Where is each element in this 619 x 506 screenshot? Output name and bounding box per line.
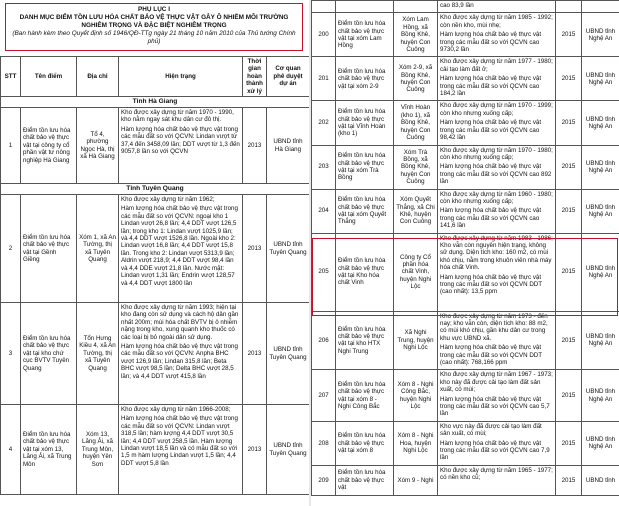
status-paragraph: Hàm lượng hóa chất bảo vệ thực vật trong các mẫu đất so với QCVN cao 5,7 lần bbox=[440, 395, 550, 418]
left-page bbox=[0, 0, 309, 506]
site-status bbox=[438, 421, 556, 465]
approving-agency: UBND tỉnh Nghệ An bbox=[582, 233, 619, 311]
completion-year: 2015 bbox=[556, 421, 582, 465]
status-paragraph: Kho được xây dựng từ năm 1970 - 1999; còn kho nhưng xuống cấp; bbox=[440, 102, 553, 117]
completion-year: 2013 bbox=[243, 405, 267, 495]
site-address: Xóm 9 - Nghi bbox=[394, 465, 438, 495]
site-address: Xóm 13, Lăng Ải, xã Trung Môn, huyện Yên Sơn bbox=[77, 405, 119, 495]
right-page bbox=[311, 0, 619, 506]
col-header-time: Thời gian hoàn thành xử lý bbox=[243, 57, 267, 97]
site-status bbox=[119, 405, 243, 495]
site-number: 201 bbox=[312, 57, 336, 101]
site-address: Xóm Trà Bồng, xã Bồng Khê, huyện Con Cuông bbox=[394, 145, 438, 189]
completion-year: 2015 bbox=[556, 57, 582, 101]
table-row bbox=[312, 13, 619, 57]
approving-agency: UBND tỉnh Nghệ An bbox=[582, 189, 619, 233]
status-paragraph: Kho được xây dựng từ năm 1967 - 1973; kho này đã được cải tạo làm đất sản xuất, có mùi; bbox=[440, 371, 553, 394]
site-name: Điểm tồn lưu hóa chất bảo vệ thực vật tại kho chứ cục BVTV Tuyên Quang bbox=[21, 303, 77, 405]
site-status bbox=[438, 233, 556, 311]
site-number: 3 bbox=[1, 303, 21, 405]
appendix-label: PHỤ LỤC I bbox=[138, 6, 170, 13]
status-paragraph: cao 83,9 lần bbox=[440, 2, 474, 9]
site-address: Xóm Quyết Thắng, xã Chi Khê, huyện Con Cuông bbox=[394, 189, 438, 233]
status-paragraph: Kho được xây dựng từ năm 1962; bbox=[121, 196, 215, 204]
site-name: Điểm tồn lưu hóa chất bảo vệ thực vật tại xóm 8 bbox=[336, 421, 394, 465]
province-row bbox=[1, 184, 310, 195]
table-row bbox=[1, 108, 310, 184]
left-table-body bbox=[1, 97, 310, 495]
province-name: Tỉnh Hà Giang bbox=[1, 97, 310, 108]
status-paragraph: Kho được xây dựng từ năm 1977 - 1980; cải tạo làm đất ở; bbox=[440, 58, 553, 73]
completion-year bbox=[556, 1, 582, 13]
status-paragraph: Hàm lượng hóa chất bảo vệ thực vật trong các mẫu đất so với QCVN cao 141,6 lần bbox=[440, 207, 542, 230]
site-number: 200 bbox=[312, 13, 336, 57]
col-header-agency: Cơ quan phê duyệt dự án bbox=[267, 57, 310, 97]
status-paragraph: Hàm lượng hóa chất bảo vệ thực vật trong các mẫu đất so với QCVN cao 184,2 lần bbox=[440, 75, 542, 98]
site-name: Điểm tồn lưu hóa chất bảo vệ thực vật tại xóm Trà Bồng bbox=[336, 145, 394, 189]
status-paragraph: Kho được xây dựng từ năm 1973 - đến nay; kho vẫn còn, diện tích kho: 88 m2, có mùi khó chịu, gần khu dân cư trong khu vực UBND xã. bbox=[440, 312, 548, 342]
status-paragraph: Kho được xây dựng từ năm 1960 - 1980; còn kho nhưng xuống cấp; bbox=[440, 190, 553, 205]
site-name: Điểm tồn lưu hóa chất bảo vệ thực vật tại Gềnh Giềng bbox=[21, 195, 77, 303]
status-paragraph: Kho được xây dựng từ năm 1985 - 1992; còn nền kho, mùi nhẹ; bbox=[440, 14, 553, 29]
site-address: Xóm Lam Hồng, xã Bồng Khê, huyện Con Cuông bbox=[394, 13, 438, 57]
site-address: Xóm 2-9, xã Bồng Khê, huyện Con Cuông bbox=[394, 57, 438, 101]
table-row bbox=[312, 370, 619, 421]
site-status bbox=[438, 465, 556, 495]
table-row bbox=[312, 311, 619, 370]
completion-year: 2015 bbox=[556, 145, 582, 189]
approving-agency: UBND tỉnh Nghệ An bbox=[582, 311, 619, 370]
site-name: Điểm tồn lưu hóa chất bảo vệ thực vật tại kho HTX Nghi Trung bbox=[336, 311, 394, 370]
status-paragraph: Hàm lượng hóa chất bảo vệ thực vật trong các mẫu đất so với QCVN cao 98,42 lần bbox=[440, 119, 542, 142]
site-number: 1 bbox=[1, 108, 21, 184]
site-number: 208 bbox=[312, 421, 336, 465]
approving-agency: UBND tỉnh Nghệ An bbox=[582, 421, 619, 465]
appendix-header bbox=[5, 3, 303, 51]
left-sites-table bbox=[0, 56, 309, 495]
site-name: Điểm tồn lưu hóa chất bảo vệ thực vật tại xóm Lam Hồng bbox=[336, 13, 394, 57]
site-number: 207 bbox=[312, 370, 336, 421]
status-paragraph: Hàm lượng hóa chất bảo vệ thực vật trong các mẫu đất so với QCVN DDT (cao nhất): 13,5 ppm bbox=[440, 273, 542, 296]
province-name: Tỉnh Tuyên Quang bbox=[1, 184, 310, 195]
site-address bbox=[394, 1, 438, 13]
col-header-status: Hiện trạng bbox=[119, 57, 243, 97]
completion-year: 2015 bbox=[556, 101, 582, 145]
site-address: Vĩnh Hoàn (kho 1), xã Bồng Khê, huyện Con Cuông bbox=[394, 101, 438, 145]
site-name: Điểm tồn lưu hóa chất bảo vệ thực vật bbox=[336, 465, 394, 495]
approving-agency: UBND tỉnh Nghệ An bbox=[582, 101, 619, 145]
site-name: Điểm tồn lưu hóa chất bảo vệ thực vật tại xóm Quyết Thắng bbox=[336, 189, 394, 233]
status-paragraph: Kho được xây dựng từ năm 1993; hiện tại kho đang còn sử dụng và cách hộ dân gần nhất 200m; mùi hóa chất BVTV bị ô nhiễm nặng trong kho, xung quanh kho thuốc có các loại bị bỏ ngoài dân sử dụng. bbox=[121, 304, 239, 341]
status-paragraph: Hàm lượng hóa chất bảo vệ thực vật trong các mẫu đất so với QCVN cao 7,9 lần bbox=[440, 439, 550, 462]
status-paragraph: Hàm lượng hóa chất bảo vệ thực vật trong các mẫu đất so với QCVN: Lindan vượt 318,5 lần; hàm lượng 4,4 DDT vượt 30,5 lần; 4,4 DDT vượt 258,5 lần. Hàm lượng Lindan vượt 18,5 lần và có mẫu đất so với 1,5 m hàm lượng Lindan vượt 1,5 lần; 4,4 DDT vượt 5,8 lần bbox=[121, 415, 238, 467]
col-header-name: Tên điểm bbox=[21, 57, 77, 97]
site-address: Tổ 4, phường Ngọc Hà, thị xã Hà Giang bbox=[77, 108, 119, 184]
col-header-stt: STT bbox=[1, 57, 21, 97]
approving-agency bbox=[582, 1, 619, 13]
status-paragraph: Hàm lượng hóa chất bảo vệ thực vật trong các mẫu đất so với QCVN cao 9730,2 lần bbox=[440, 31, 542, 54]
site-name: Điểm tồn lưu hóa chất bảo vệ thực vật tại Vĩnh Hoàn (kho 1) bbox=[336, 101, 394, 145]
site-number: 205 bbox=[312, 233, 336, 311]
site-address: Xóm 1, xã An Tường, thị xã Tuyên Quang bbox=[77, 195, 119, 303]
site-number: 206 bbox=[312, 311, 336, 370]
site-status bbox=[438, 57, 556, 101]
site-number: 4 bbox=[1, 405, 21, 495]
site-status bbox=[119, 303, 243, 405]
status-paragraph: Kho được xây dựng từ năm 1970 - 1980; còn kho nhưng xuống cấp; bbox=[440, 146, 553, 161]
table-row bbox=[312, 189, 619, 233]
table-row bbox=[312, 421, 619, 465]
completion-year: 2015 bbox=[556, 13, 582, 57]
site-number: 209 bbox=[312, 465, 336, 495]
site-name bbox=[336, 1, 394, 13]
col-header-address: Địa chỉ bbox=[77, 57, 119, 97]
status-paragraph: Hàm lượng hóa chất bảo vệ thực vật trong các mẫu đất so với QCVN: Lindan vượt từ 37,4 đến 3458,09 lần; DDT vượt từ 1,3 đến 9057,8 lần so với QCVN bbox=[121, 125, 240, 156]
site-name: Điểm tồn lưu hóa chất bảo vệ thực vật tại công ty cổ phần vật tư nông nghiệp Hà Giang bbox=[21, 108, 77, 184]
document-title: DANH MỤC ĐIỂM TỒN LƯU HÓA CHẤT BẢO VỆ THỰC VẬT GÂY Ô NHIỄM MÔI TRƯỜNG NGHIÊM TRỌNG VÀ ĐẶC BIỆT NGHIÊM TRỌNG bbox=[19, 14, 289, 29]
completion-year: 2015 bbox=[556, 465, 582, 495]
site-status bbox=[438, 13, 556, 57]
approving-agency: UBND tỉnh bbox=[582, 465, 619, 495]
status-paragraph: Kho được xây dựng từ năm 1965 - 1977; có nền kho cũ; bbox=[440, 466, 553, 482]
table-row bbox=[312, 1, 619, 13]
completion-year: 2015 bbox=[556, 370, 582, 421]
table-row bbox=[312, 233, 619, 311]
site-number: 202 bbox=[312, 101, 336, 145]
approving-agency: UBND tỉnh Nghệ An bbox=[582, 13, 619, 57]
status-paragraph: Kho được xây dựng từ năm 1966-2008; bbox=[121, 406, 231, 414]
site-address: Công ty Cổ phần hóa chất Vinh, huyện Nghi Lộc bbox=[394, 233, 438, 311]
table-row bbox=[312, 465, 619, 495]
site-address: Xã Nghi Trung, huyện Nghi Lộc bbox=[394, 311, 438, 370]
table-row bbox=[1, 303, 310, 405]
right-table-body bbox=[312, 1, 619, 496]
approving-agency: UBND tỉnh Tuyên Quang bbox=[267, 195, 310, 303]
status-paragraph: Hàm lượng hóa chất bảo vệ thực vật trong các mẫu đất so với QCVN cao 892 lần bbox=[440, 163, 552, 186]
status-paragraph: Kho vực này đã được cải tạo làm đất sản xuất, có mùi; bbox=[440, 422, 542, 438]
site-address: Xóm 8 - Nghi Công Bắc, huyện Nghi Lộc bbox=[394, 370, 438, 421]
approving-agency: UBND tỉnh Tuyên Quang bbox=[267, 303, 310, 405]
site-number: 203 bbox=[312, 145, 336, 189]
approving-agency: UBND tỉnh Nghệ An bbox=[582, 370, 619, 421]
site-status bbox=[438, 101, 556, 145]
site-name: Điểm tồn lưu hóa chất bảo vệ thực vật tại xóm 2-9 bbox=[336, 57, 394, 101]
table-row bbox=[312, 57, 619, 101]
site-name: Điểm tồn lưu hóa chất bảo vệ thực vật tại xóm 13, Lăng Ải, xã Trung Môn bbox=[21, 405, 77, 495]
completion-year: 2015 bbox=[556, 311, 582, 370]
site-address: Xóm 8 - Nghi Hoa, huyện Nghi Lộc bbox=[394, 421, 438, 465]
province-row bbox=[1, 97, 310, 108]
site-status bbox=[438, 1, 556, 13]
site-status bbox=[438, 311, 556, 370]
table-row bbox=[312, 101, 619, 145]
site-status bbox=[438, 145, 556, 189]
site-status bbox=[438, 189, 556, 233]
status-paragraph: Hàm lượng hóa chất bảo vệ thực vật trong các mẫu đất so với QCVN: ngoại kho 1 Lindan vượt 26,8 lần; 4,4 DDT vượt 126,5 lần; trong kho 1: Lindan vượt 1025,9 lần; và 4,4 DDT vượt 1526,8 lần. Ngoài kho 2: Lindan vượt 16,8 lần; 4,4 DDT vượt 15,8 lần. Trong kho 2: Lindan vượt 5313,9 lần; Aldrin vượt 218,9; 4,4 DDT vượt 98,4 lần và 4,4 DDE vượt 21,8 lần. Nước mặt: Lindan vượt 1,31 lần; Endrin vượt 128,57 và 4,4 DDT vượt 1800 lần bbox=[121, 205, 238, 287]
document-subtitle: (Ban hành kèm theo Quyết định số 1946/QĐ-TTg ngày 21 tháng 10 năm 2010 của Thủ tướng Chính phủ) bbox=[12, 30, 296, 45]
table-row bbox=[1, 195, 310, 303]
completion-year: 2013 bbox=[243, 108, 267, 184]
site-status bbox=[119, 195, 243, 303]
table-row bbox=[312, 145, 619, 189]
status-paragraph: Kho được xây dựng từ năm 1970 - 1990, kho nằm ngay sát khu dân cư đô thị. bbox=[121, 109, 234, 124]
status-paragraph: Hàm lượng hóa chất bảo vệ thực vật trong các mẫu đất so với QCVN: Anpha BHC vượt 126,9 lần; Lindan 315,8 lần; Beta BHC vượt 98,5 lần; Delta BHC vượt 28,5 lần; và 4,4 DDT vượt 415,8 lần bbox=[121, 343, 238, 380]
table-row bbox=[1, 405, 310, 495]
approving-agency: UBND tỉnh Tuyên Quang bbox=[267, 405, 310, 495]
site-name: Điểm tồn lưu hóa chất bảo vệ thực vật tại xóm 8 - Nghi Công Bắc bbox=[336, 370, 394, 421]
right-sites-table bbox=[311, 0, 619, 496]
approving-agency: UBND tỉnh Nghệ An bbox=[582, 145, 619, 189]
approving-agency: UBND tỉnh Hà Giang bbox=[267, 108, 310, 184]
site-number: 2 bbox=[1, 195, 21, 303]
status-paragraph: Kho được xây dựng từ năm 1983 - 1986; Kho vẫn còn nguyên hiện trạng, không sử dụng. Diện tích kho: 160 m2, có mùi khó chịu, nằm trong khuôn viên nhà máy hóa chất Vinh. bbox=[440, 234, 553, 272]
status-paragraph: Hàm lượng hóa chất bảo vệ thực vật trong các mẫu đất so với QCVN DDT (cao nhất): 768,166 ppm bbox=[440, 344, 542, 366]
completion-year: 2015 bbox=[556, 233, 582, 311]
approving-agency: UBND tỉnh Nghệ An bbox=[582, 57, 619, 101]
site-name: Điểm tồn lưu hóa chất bảo vệ thực vật tại Kho hóa chất Vinh bbox=[336, 233, 394, 311]
site-address: Tổn Hưng Kiều 4, xã An Tường, thị xã Tuyên Quang bbox=[77, 303, 119, 405]
site-number: 204 bbox=[312, 189, 336, 233]
completion-year: 2015 bbox=[556, 189, 582, 233]
site-number bbox=[312, 1, 336, 13]
site-status bbox=[438, 370, 556, 421]
completion-year: 2013 bbox=[243, 195, 267, 303]
completion-year: 2013 bbox=[243, 303, 267, 405]
site-status bbox=[119, 108, 243, 184]
